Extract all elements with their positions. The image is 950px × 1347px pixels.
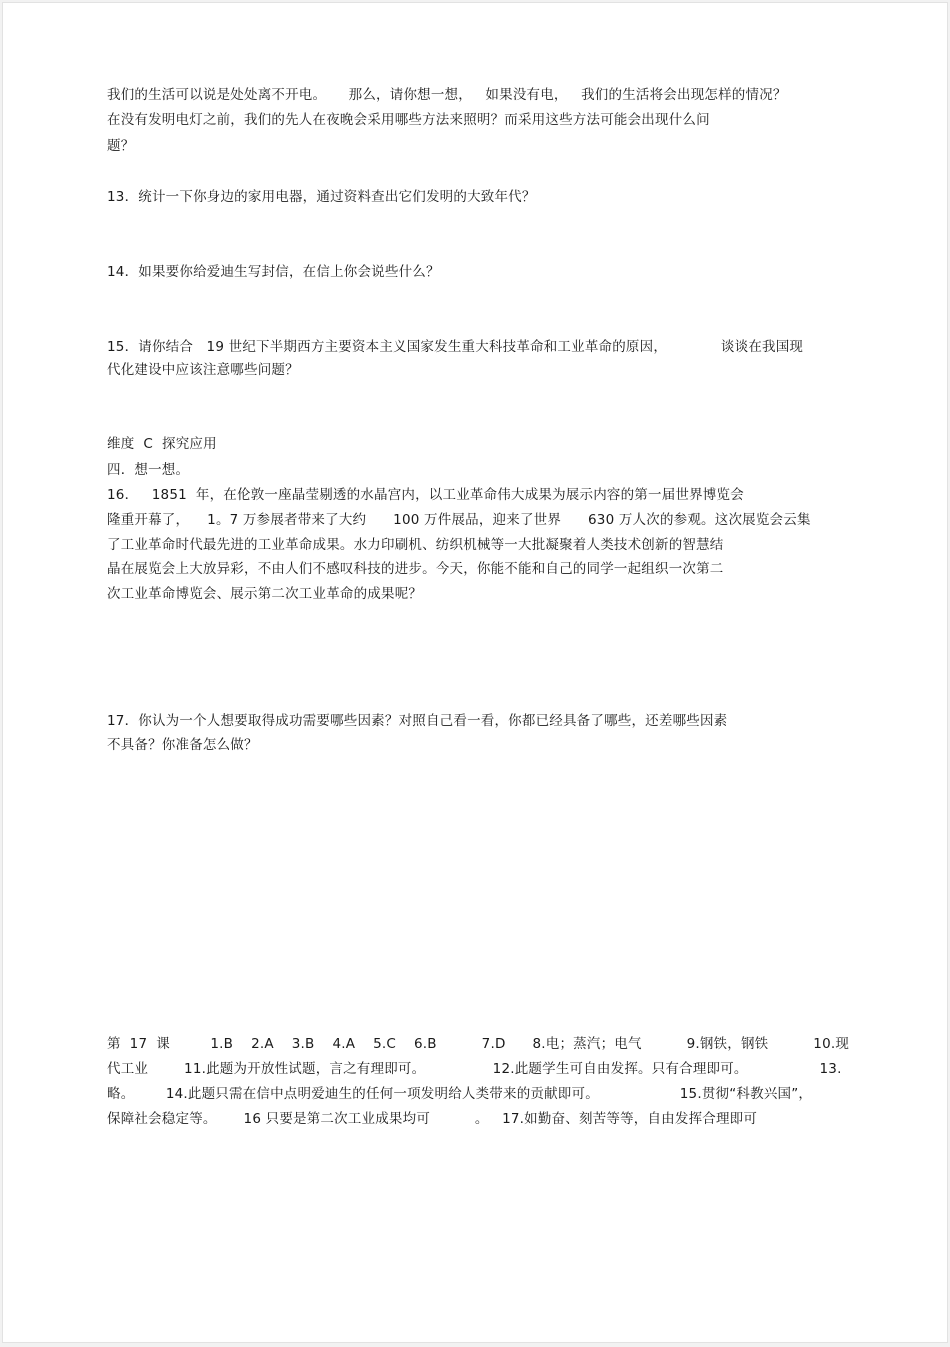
intro-line-2: 在没有发明电灯之前，我们的先人在夜晚会采用哪些方法来照明？而采用这些方法可能会出现什么问 <box>107 112 710 128</box>
question-17-line-1: 17．你认为一个人想要取得成功需要哪些因素？对照自己看一看，你都已经具备了哪些，还差哪些因素 <box>107 713 728 729</box>
intro-line-1: 我们的生活可以说是处处离不开电。 那么，请你想一想， 如果没有电， 我们的生活将会出现怎样的情况？ <box>107 87 787 103</box>
question-13: 13．统计一下你身边的家用电器，通过资料查出它们发明的大致年代？ <box>107 189 536 205</box>
document-page <box>2 2 948 1343</box>
question-16-line-4: 晶在展览会上大放异彩，不由人们不感叹科技的进步。今天，你能不能和自己的同学一起组织一次第二 <box>107 561 724 577</box>
answer-line-3: 略。 14.此题只需在信中点明爱迪生的任何一项发明给人类带来的贡献即可。 15.贯彻“科教兴国”， <box>107 1086 813 1102</box>
answer-line-1: 第 17 课 1.B 2.A 3.B 4.A 5.C 6.B 7.D 8.电；蒸汽；电气 9.钢铁，钢铁 10.现 <box>107 1036 850 1052</box>
question-14: 14．如果要你给爱迪生写封信，在信上你会说些什么？ <box>107 264 440 280</box>
question-15-line-1: 15．请你结合 19 世纪下半期西方主要资本主义国家发生重大科技革命和工业革命的原因， 谈谈在我国现 <box>107 339 804 355</box>
answer-line-4: 保障社会稳定等。 16 只要是第二次工业成果均可 。 17.如勤奋、刻苦等等，自由发挥合理即可 <box>107 1111 758 1127</box>
question-17-line-2: 不具备？你准备怎么做？ <box>107 737 258 753</box>
section-title: 维度 C 探究应用 <box>107 436 217 452</box>
question-16-line-2: 隆重开幕了， 1。7 万参展者带来了大约 100 万件展品，迎来了世界 630 万人次的参观。这次展览会云集 <box>107 512 811 528</box>
answer-line-2: 代工业 11.此题为开放性试题，言之有理即可。 12.此题学生可自由发挥。只有合理即可。 13. <box>107 1061 842 1077</box>
intro-line-3: 题？ <box>107 138 135 154</box>
question-16-line-1: 16． 1851 年，在伦敦一座晶莹剔透的水晶宫内，以工业革命伟大成果为展示内容的第一届世界博览会 <box>107 487 744 503</box>
question-16-line-5: 次工业革命博览会、展示第二次工业革命的成果呢？ <box>107 586 423 602</box>
section-subtitle: 四．想一想。 <box>107 462 190 478</box>
question-16-line-3: 了工业革命时代最先进的工业革命成果。水力印刷机、纺织机械等一大批凝聚着人类技术创新的智慧结 <box>107 537 724 553</box>
question-15-line-2: 代化建设中应该注意哪些问题？ <box>107 362 299 378</box>
